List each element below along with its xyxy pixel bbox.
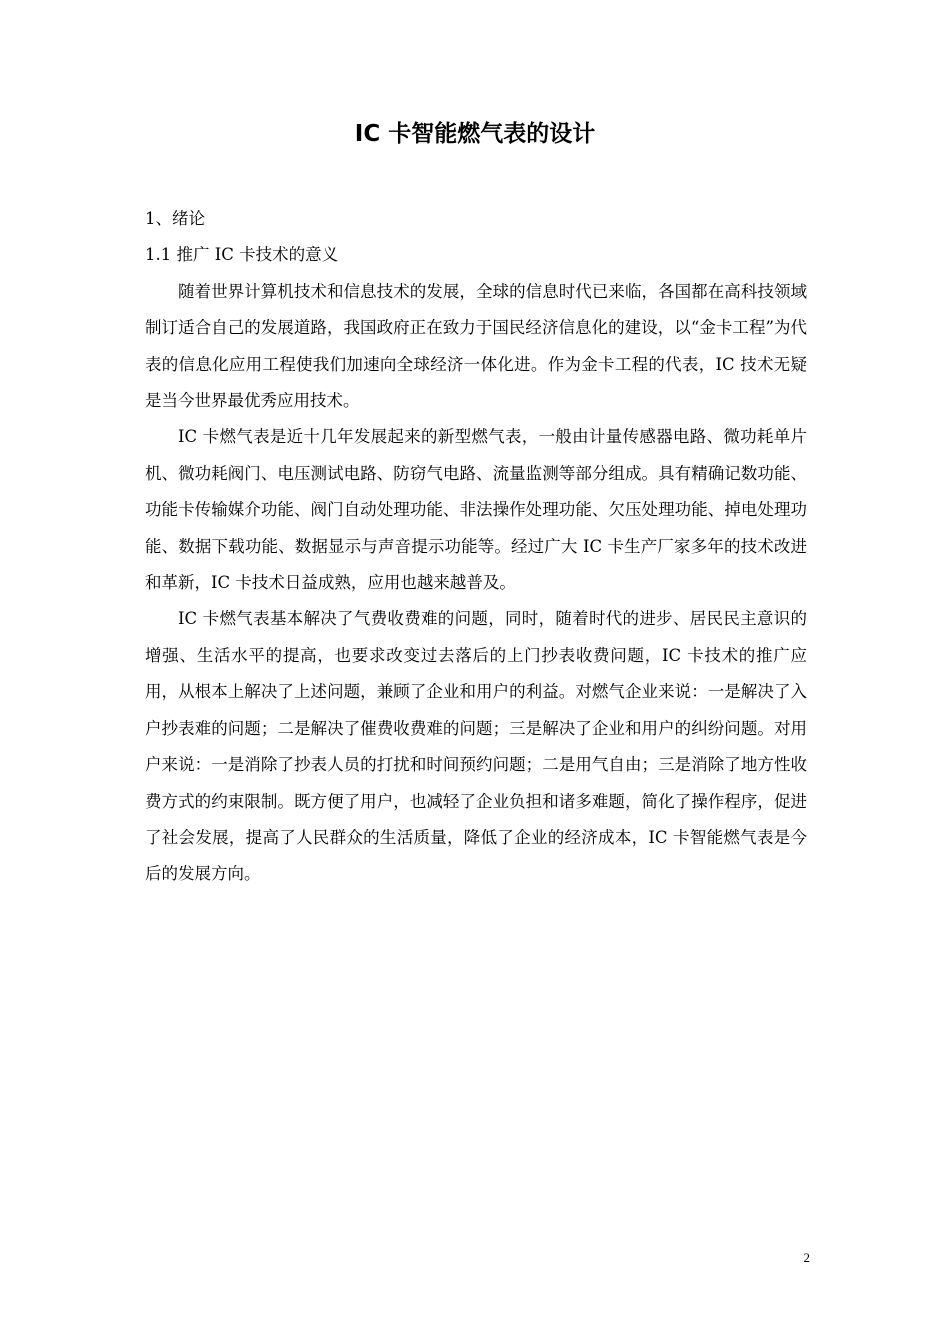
body-paragraph: 随着世界计算机技术和信息技术的发展，全球的信息时代已来临，各国都在高科技领域制订适合自己的发展道路，我国政府正在致力于国民经济信息化的建设，以“金卡工程”为代表的信息化应用工程使我们加速向全球经济一体化进。作为金卡工程的代表，IC 技术无疑是当今世界最优秀应用技术。 xyxy=(145,281,807,411)
body-paragraph: IC 卡燃气表是近十几年发展起来的新型燃气表，一般由计量传感器电路、微功耗单片机、微功耗阀门、电压测试电路、防窃气电路、流量监测等部分组成。具有精确记数功能、功能卡传输媒介功能、阀门自动处理功能、非法操作处理功能、欠压处理功能、掉电处理功能、数据下载功能、数据显示与声音提示功能等。经过广大 IC 卡生产厂家多年的技术改进和革新，IC 卡技术日益成熟，应用也越来越普及。 xyxy=(145,427,807,593)
document-title: IC 卡智能燃气表的设计 xyxy=(354,121,596,147)
document-body xyxy=(145,201,807,893)
subsection-heading: 1.1 推广 IC 卡技术的意义 xyxy=(145,245,339,265)
section-heading: 1、绪论 xyxy=(145,209,205,228)
page-number: 2 xyxy=(803,1250,810,1265)
body-paragraph: IC 卡燃气表基本解决了气费收费难的问题，同时，随着时代的进步、居民民主意识的增强、生活水平的提高，也要求改变过去落后的上门抄表收费问题，IC 卡技术的推广应用，从根本上解决了上述问题，兼顾了企业和用户的利益。对燃气企业来说：一是解决了入户抄表难的问题；二是解决了催费收费难的问题；三是解决了企业和用户的纠纷问题。对用户来说：一是消除了抄表人员的打扰和时间预约问题；二是用气自由；三是消除了地方性收费方式的约束限制。既方便了用户，也减轻了企业负担和诸多难题，简化了操作程序，促进了社会发展，提高了人民群众的生活质量，降低了企业的经济成本，IC 卡智能燃气表是今后的发展方向。 xyxy=(145,609,807,884)
